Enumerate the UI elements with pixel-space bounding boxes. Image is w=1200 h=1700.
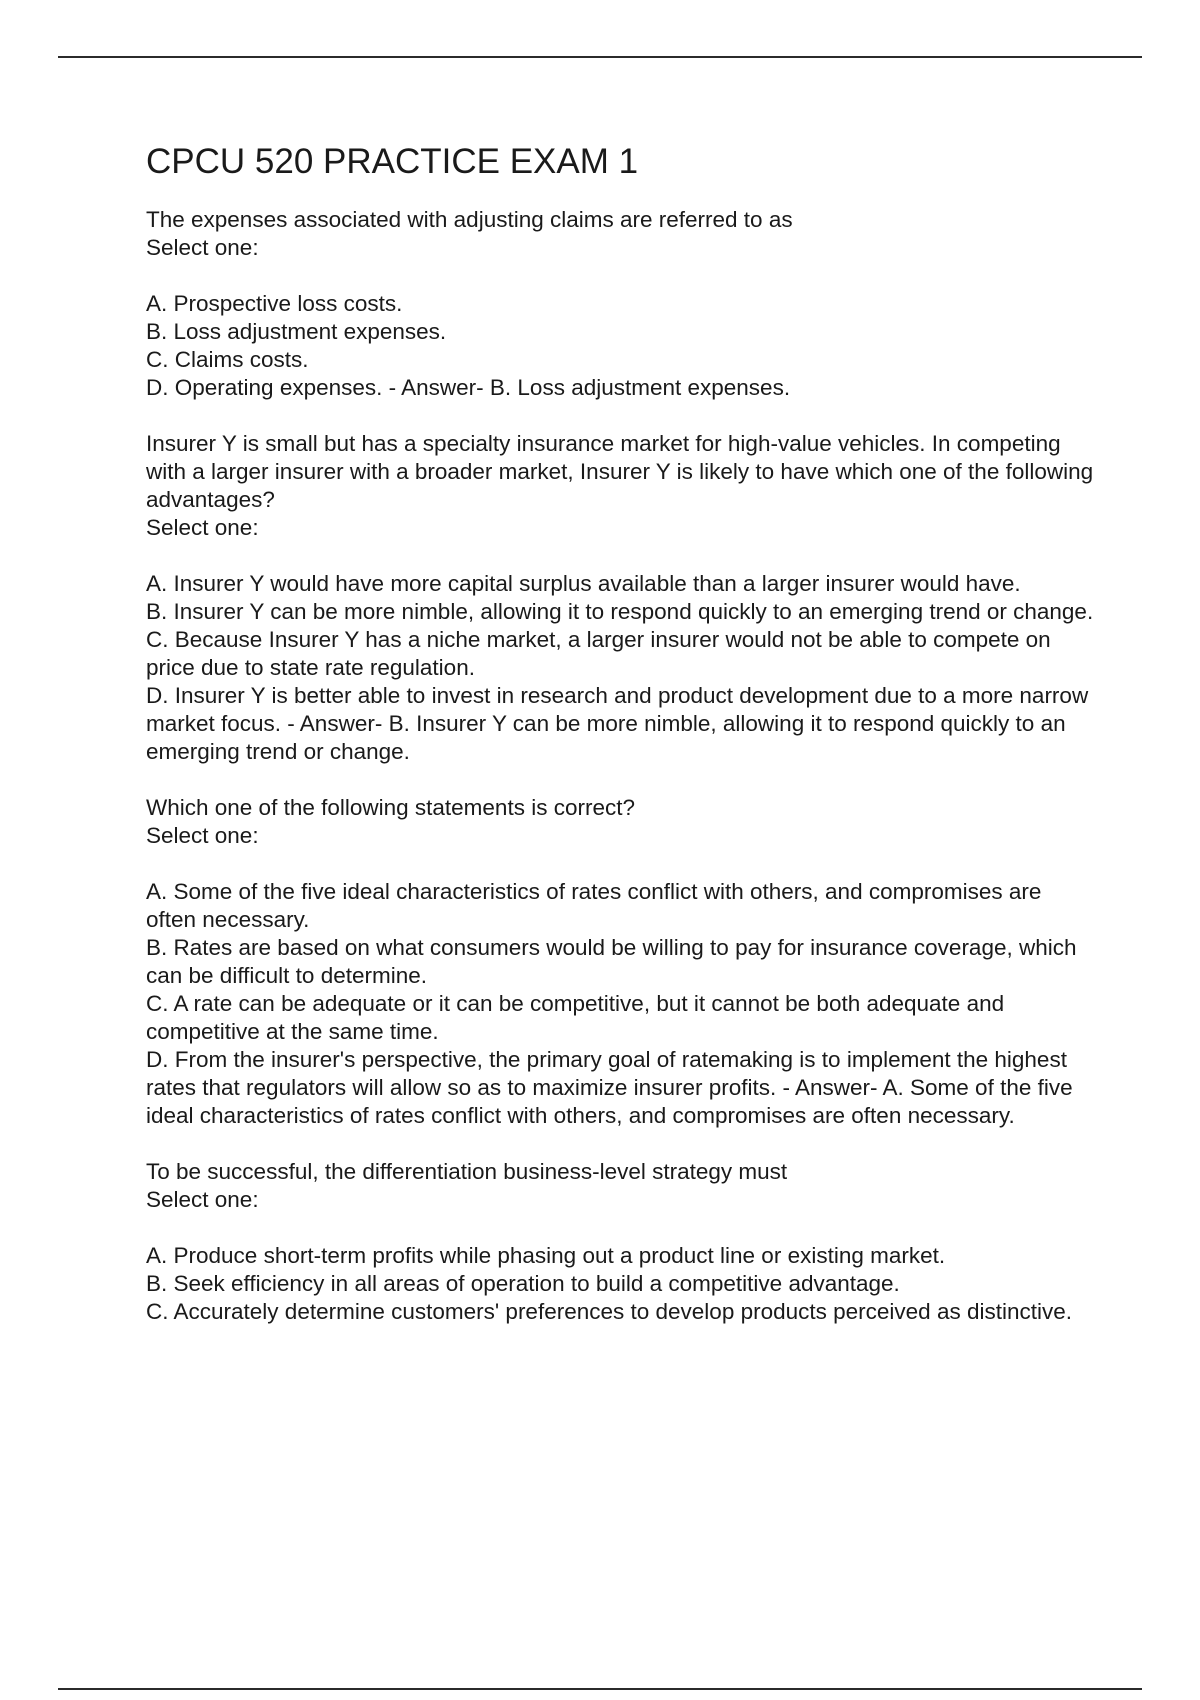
question-3-options [146, 878, 1096, 1130]
question-2-option-b: B. Insurer Y can be more nimble, allowing it to respond quickly to an emerging trend or change. [146, 599, 1094, 624]
question-3-prompt: Which one of the following statements is correct? [146, 795, 635, 820]
question-1-options [146, 290, 1096, 402]
document-body [146, 140, 1096, 1354]
question-1-prompt-block [146, 206, 1096, 262]
question-2-option-a: A. Insurer Y would have more capital surplus available than a larger insurer would have. [146, 571, 1021, 596]
question-1-option-c: C. Claims costs. [146, 347, 309, 372]
question-2-options [146, 570, 1096, 766]
question-2-prompt: Insurer Y is small but has a specialty insurance market for high-value vehicles. In competing with a larger insurer with a broader market, Insurer Y is likely to have which one of the following advantages? [146, 431, 1094, 512]
question-4-options [146, 1242, 1096, 1326]
bottom-divider [58, 1688, 1142, 1690]
question-4-option-b: B. Seek efficiency in all areas of operation to build a competitive advantage. [146, 1271, 900, 1296]
question-2-option-c: C. Because Insurer Y has a niche market, a larger insurer would not be able to compete on price due to state rate regulation. [146, 627, 1051, 680]
question-1-select-label: Select one: [146, 235, 259, 260]
question-1-option-d: D. Operating expenses. - Answer- B. Loss adjustment expenses. [146, 375, 791, 400]
question-4-prompt: To be successful, the differentiation business-level strategy must [146, 1159, 788, 1184]
document-title: CPCU 520 PRACTICE EXAM 1 [146, 142, 639, 181]
question-3-select-label: Select one: [146, 823, 259, 848]
question-2-select-label: Select one: [146, 515, 259, 540]
question-2-prompt-block [146, 430, 1096, 542]
question-3-option-d: D. From the insurer's perspective, the primary goal of ratemaking is to implement the highest rates that regulators will allow so as to maximize insurer profits. - Answer- A. Some of the five ideal characteristics of rates conflict with others, and compromises are often necessary. [146, 1047, 1073, 1128]
question-3-prompt-block [146, 794, 1096, 850]
question-1 [146, 206, 1096, 402]
question-3-option-b: B. Rates are based on what consumers would be willing to pay for insurance coverage, which can be difficult to determine. [146, 935, 1077, 988]
question-1-prompt: The expenses associated with adjusting claims are referred to as [146, 207, 793, 232]
question-3-option-a: A. Some of the five ideal characteristics of rates conflict with others, and compromises are often necessary. [146, 879, 1042, 932]
question-3-option-c: C. A rate can be adequate or it can be competitive, but it cannot be both adequate and competitive at the same time. [146, 991, 1005, 1044]
question-4-option-c: C. Accurately determine customers' preferences to develop products perceived as distinctive. [146, 1299, 1072, 1324]
question-4-prompt-block [146, 1158, 1096, 1214]
question-1-option-a: A. Prospective loss costs. [146, 291, 403, 316]
question-2-option-d: D. Insurer Y is better able to invest in research and product development due to a more narrow market focus. - Answer- B. Insurer Y can be more nimble, allowing it to respond quickly to an emerging trend or change. [146, 683, 1089, 764]
question-3 [146, 794, 1096, 1130]
question-2 [146, 430, 1096, 766]
question-4-option-a: A. Produce short-term profits while phasing out a product line or existing market. [146, 1243, 946, 1268]
top-divider [58, 56, 1142, 58]
question-1-option-b: B. Loss adjustment expenses. [146, 319, 447, 344]
question-4 [146, 1158, 1096, 1326]
question-4-select-label: Select one: [146, 1187, 259, 1212]
